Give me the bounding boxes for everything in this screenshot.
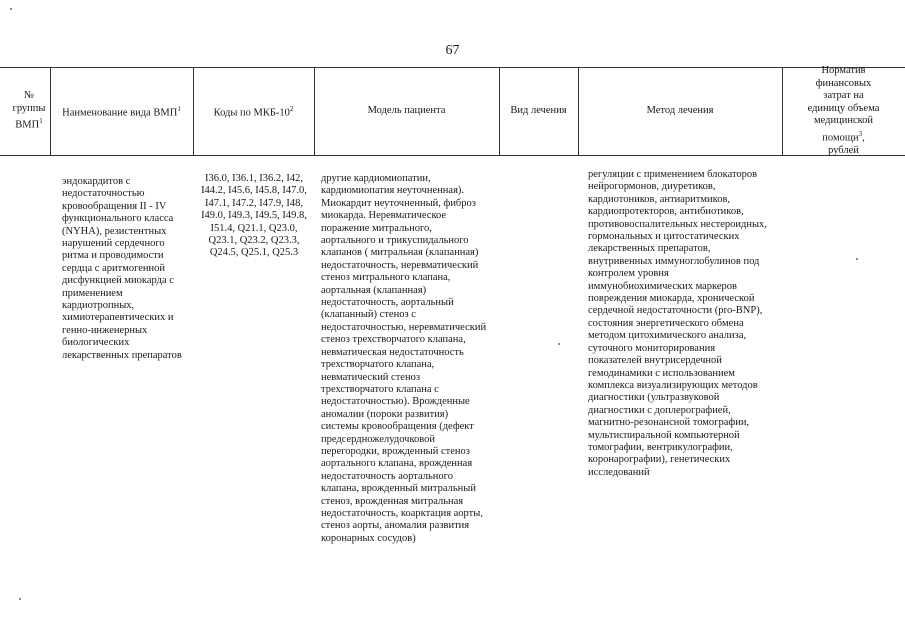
scan-speck [558, 343, 560, 345]
header-treatment-method: Метод лечения [646, 104, 714, 116]
header-patient-model: Модель пациента [367, 104, 446, 116]
header-icd-codes: Коды по МКБ-$10^2$ [213, 104, 294, 118]
page-number: 67 [445, 43, 460, 58]
scan-speck [856, 258, 858, 260]
cell-patient-model: другие кардиомиопатии, кардиомиопатия неуточненная). Миокардит неуточненный, фиброз миокарда. Неревматическое поражение митрального, аортального и трикуспидального клапанов ( митральная (клапанная) недостаточность, неревматический стеноз митрального клапана, аортальная (клапанная) недостаточность, аортальный (клапанный) стеноз с недостаточностью, неревматический стеноз трехстворчатого клапана, невматическая недостаточность трехстворчатого клапана, невматический стеноз трехстворчатого клапана с недостаточностью). Врожденные аномалии (пороки развития) системы кровообращения (дефект предсердножелудочковой перегородки, врожденный стеноз аортального клапана, врожденная недостаточность аортального клапана, врожденный митральный стеноз, врожденная митральная недостаточность, коарктация аорты, стеноз аорты, аномалия развития коронарных сосудов) [321, 173, 487, 544]
cell-treatment-method: регуляции с применением блокаторов нейрогормонов, диуретиков, кардиотоников, антиаритмиков, кардиопротекторов, антибиотиков, противовоспалительных нестероидных, гормональных и цитостатических лекарственных препаратов, внутривенных иммуноглобулинов под контролем уровня иммунобиохимических маркеров повреждения миокарда, хронической сердечной недостаточности (pro-BNP), состояния энергетического обмена методом цитохимического анализа, суточного мониторирования показателей внутрисердечной гемодинамики с использованием комплекса визуализирующих методов диагностики (ультразвуковой диагностики с доплерографией, магнитно-резонансной томографии, мультиспиральной компьютерной томографии, вентрикулографии, коронарографии), генетических исследований [588, 169, 767, 478]
header-bottom-border [0, 155, 905, 156]
header-vmp-name: Наименование вида ВМП$^1$ [62, 104, 181, 118]
header-group-number: № группы ВМП$^1$ [12, 90, 46, 131]
cell-vmp-name: эндокардитов с недостаточностью кровообращения II - IV функционального класса (NYHA), резистентных нарушений сердечного ритма и проводимости сердца с аритмогенной дисфункцией миокарда с применением кардиотропных, химиотерапевтических и генно-инженерных биологических лекарственных препаратов [62, 176, 182, 361]
scan-speck [10, 8, 12, 10]
header-treatment-type: Вид лечения [510, 104, 567, 116]
cell-icd-codes: I36.0, I36.1, I36.2, I42, I44.2, I45.6, I45.8, I47.0, I47.1, I47.2, I47.9, I48, I49.0, I49.3, I49.5, I49.8, I51.4, Q21.1, Q23.0, Q23.1, Q23.2, Q23.3, Q24.5, Q25.1, Q25.3 [201, 173, 307, 259]
scan-speck [19, 598, 21, 600]
header-cost-norm: Норматив финансовых затрат на единицу объема медицинской помощи$^3$, рублей [807, 65, 880, 156]
